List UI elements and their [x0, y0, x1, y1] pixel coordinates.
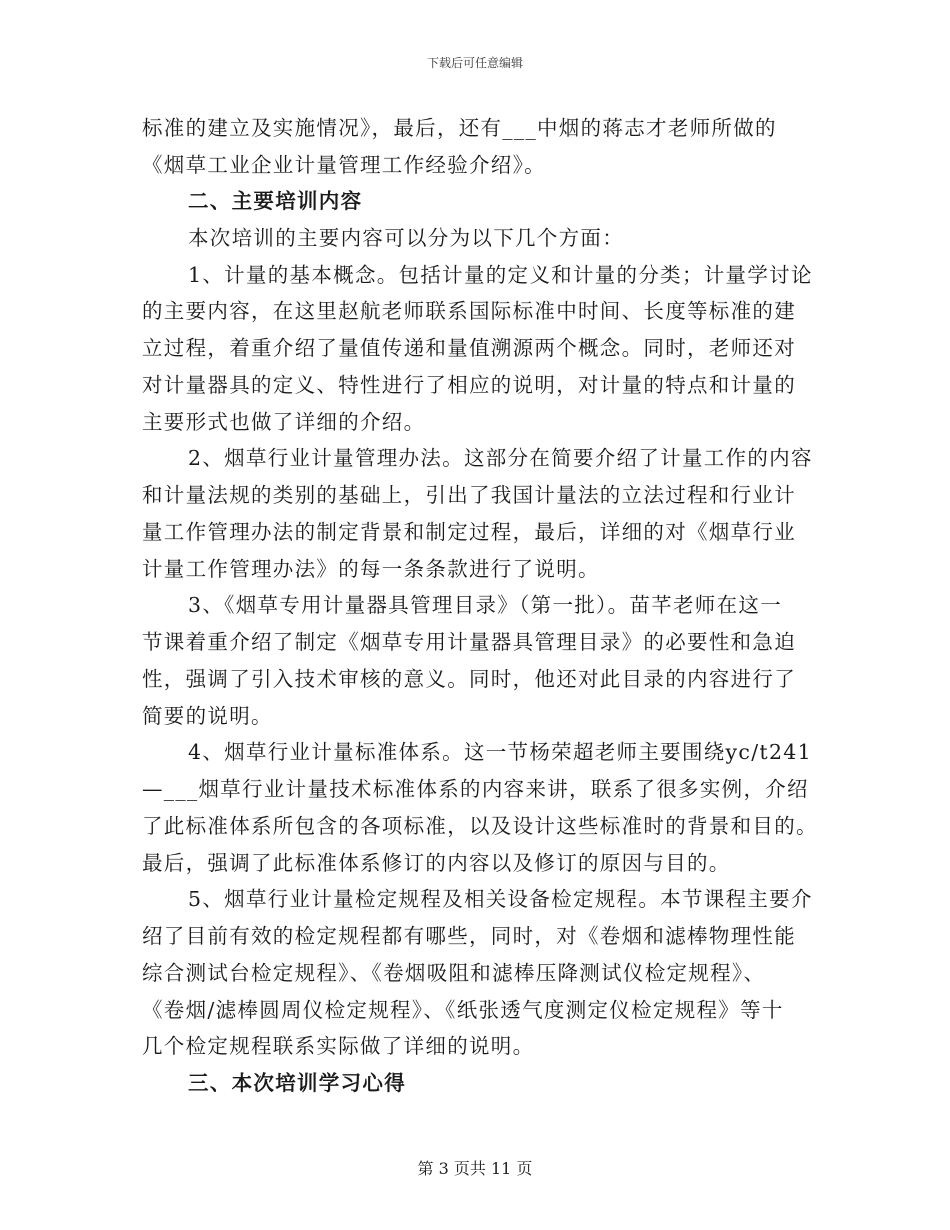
body-line: 量工作管理办法的制定背景和制定过程，最后，详细的对《烟草行业 [142, 520, 796, 544]
body-line: 2、烟草行业计量管理办法。这部分在简要介绍了计量工作的内容 [188, 446, 813, 470]
body-line: 《卷烟/滤棒圆周仪检定规程》、《纸张透气度测定仪检定规程》等十 [142, 998, 784, 1022]
page-number: 第 3 页共 11 页 [417, 1159, 533, 1178]
body-line: 本次培训的主要内容可以分为以下几个方面： [188, 226, 624, 250]
body-line: 主要形式也做了详细的介绍。 [142, 410, 426, 434]
body-line: 《烟草工业企业计量管理工作经验介绍》。 [142, 153, 546, 177]
body-line: 计量工作管理办法》的每一条条款进行了说明。 [142, 557, 600, 581]
body-line: 3、《烟草专用计量器具管理目录》（第一批）。苗芊老师在这一 [188, 593, 782, 617]
body-line: 标准的建立及实施情况》，最后，还有___中烟的蒋志才老师所做的 [142, 116, 777, 140]
body-line: 立过程，着重介绍了量值传递和量值溯源两个概念。同时，老师还对 [142, 336, 796, 360]
body-line: 简要的说明。 [142, 704, 273, 728]
body-line: 5、烟草行业计量检定规程及相关设备检定规程。本节课程主要介 [188, 887, 813, 911]
body-line: 最后，强调了此标准体系修订的内容以及修订的原因与目的。 [142, 851, 731, 875]
body-line: 性，强调了引入技术审核的意义。同时，他还对此目录的内容进行了 [142, 667, 796, 691]
body-line: 几个检定规程联系实际做了详细的说明。 [142, 1034, 535, 1058]
body-line: 综合测试台检定规程》、《卷烟吸阻和滤棒压降测试仪检定规程》、 [142, 961, 766, 985]
section-heading: 二、主要培训内容 [188, 189, 363, 213]
body-line: 了此标准体系所包含的各项标准，以及设计这些标准时的背景和目的。 [142, 814, 818, 838]
body-line: 1、计量的基本概念。包括计量的定义和计量的分类；计量学讨论 [188, 263, 813, 287]
section-heading: 三、本次培训学习心得 [188, 1071, 406, 1095]
body-line: 对计量器具的定义、特性进行了相应的说明，对计量的特点和计量的 [142, 373, 796, 397]
body-line: —___烟草行业计量技术标准体系的内容来讲，联系了很多实例，介绍 [142, 777, 809, 801]
body-line: 节课着重介绍了制定《烟草专用计量器具管理目录》的必要性和急迫 [142, 630, 796, 654]
body-line: 4、烟草行业计量标准体系。这一节杨荣超老师主要围绕yc/t241 [188, 740, 812, 764]
body-line: 绍了目前有效的检定规程都有哪些，同时，对《卷烟和滤棒物理性能 [142, 924, 796, 948]
header-note: 下载后可任意编辑 [426, 56, 523, 70]
body-line: 的主要内容，在这里赵航老师联系国际标准中时间、长度等标准的建 [142, 299, 796, 323]
body-line: 和计量法规的类别的基础上，引出了我国计量法的立法过程和行业计 [142, 483, 796, 507]
